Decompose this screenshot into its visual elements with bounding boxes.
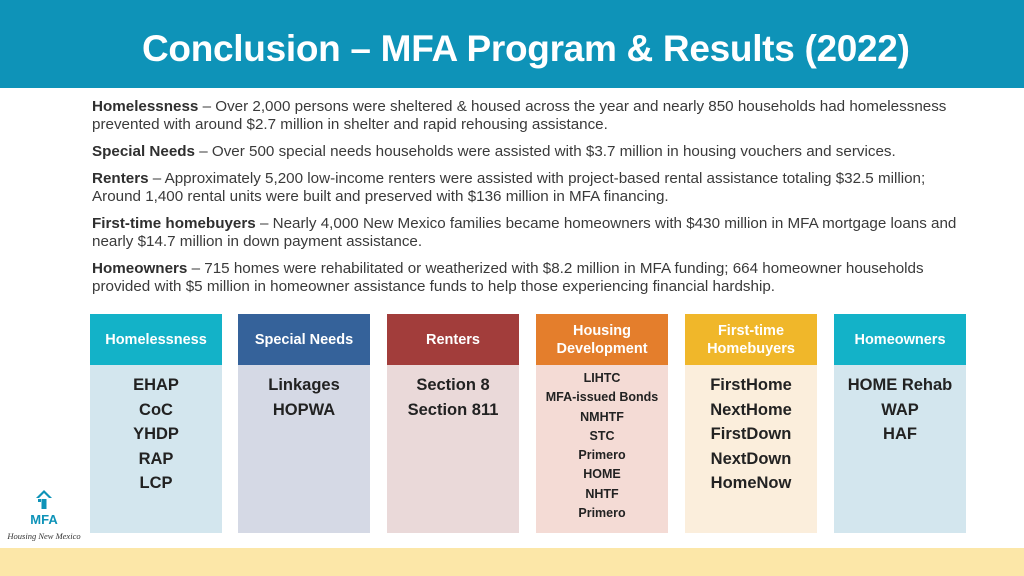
- program-item: MFA-issued Bonds: [545, 390, 659, 405]
- program-item: Section 8: [416, 376, 490, 394]
- program-item: HOPWA: [272, 400, 336, 419]
- program-item: Linkages: [268, 376, 340, 394]
- paragraph-text: – Over 500 special needs households were assisted with $3.7 million in housing vouchers and services.: [195, 143, 896, 160]
- program-item: FirstDown: [710, 425, 792, 443]
- paragraph-text: – Over 2,000 persons were sheltered & housed across the year and nearly 850 households had homelessness prevented with around $2.7 million in shelter and rapid rehousing assistance.: [92, 98, 947, 133]
- column-header: Housing Development: [536, 314, 668, 365]
- program-item: RAP: [138, 449, 174, 468]
- column-body: [685, 365, 817, 533]
- summary-text: [92, 98, 972, 305]
- program-item: YHDP: [133, 425, 179, 443]
- program-column-homeowners: [834, 314, 966, 533]
- paragraph-homelessness: [92, 98, 972, 134]
- term-label: Special Needs: [92, 143, 195, 160]
- program-item: STC: [589, 428, 615, 443]
- program-item: EHAP: [133, 376, 179, 394]
- program-item: Section 811: [407, 400, 499, 419]
- column-body: [238, 365, 370, 533]
- column-body: [90, 365, 222, 533]
- program-column-first-time-homebuyers: [685, 314, 817, 533]
- house-icon: [36, 490, 52, 509]
- logo-name: MFA: [30, 512, 58, 527]
- column-header: First-time Homebuyers: [685, 314, 817, 365]
- logo-tagline: Housing New Mexico: [7, 531, 81, 541]
- program-item: NMHTF: [580, 409, 624, 424]
- term-label: Homelessness: [92, 98, 199, 115]
- program-column-homelessness: [90, 314, 222, 533]
- program-column-housing-development: [536, 314, 668, 533]
- program-item: LIHTC: [583, 371, 621, 385]
- program-item: NextDown: [710, 449, 792, 468]
- paragraph-text: – Nearly 4,000 New Mexico families became homeowners with $430 million in MFA mortgage loans and nearly $14.7 million in down payment assistance.: [92, 215, 957, 250]
- paragraph-renters: [92, 170, 972, 206]
- program-item: FirstHome: [710, 376, 792, 394]
- program-item: CoC: [139, 400, 173, 419]
- program-item: HAF: [883, 425, 917, 443]
- column-header: Homeowners: [834, 314, 966, 365]
- program-item: HOME Rehab: [847, 376, 953, 394]
- program-item: WAP: [881, 400, 919, 419]
- paragraph-homeowners: [92, 260, 972, 296]
- column-body: [387, 365, 519, 533]
- program-column-special-needs: [238, 314, 370, 533]
- program-item: NextHome: [710, 400, 792, 419]
- paragraph-text: – 715 homes were rehabilitated or weatherized with $8.2 million in MFA funding; 664 homeowner households provided with $5 million in homeowner assistance funds to help those experiencing financial hardship.: [92, 260, 924, 295]
- mfa-logo: [6, 484, 84, 546]
- paragraph-text: – Approximately 5,200 low-income renters were assisted with project-based rental assistance totaling $32.5 million; Around 1,400 rental units were built and preserved with $136 million in MFA financing.: [92, 170, 926, 205]
- program-item: Primero: [578, 448, 626, 463]
- column-header: Homelessness: [90, 314, 222, 365]
- footer-band: [0, 548, 1024, 576]
- term-label: Homeowners: [92, 260, 188, 277]
- term-label: Renters: [92, 170, 149, 187]
- program-column-renters: [387, 314, 519, 533]
- paragraph-special-needs: [92, 143, 972, 161]
- program-item: NHTF: [585, 486, 619, 501]
- program-item: HomeNow: [710, 474, 792, 492]
- paragraph-first-time-homebuyers: [92, 215, 972, 251]
- program-item: LCP: [139, 474, 173, 492]
- program-item: HOME: [583, 467, 621, 482]
- column-body: [834, 365, 966, 533]
- column-header: Renters: [387, 314, 519, 365]
- slide-title: Conclusion – MFA Program & Results (2022): [142, 28, 910, 69]
- term-label: First-time homebuyers: [92, 215, 256, 232]
- column-header: Special Needs: [238, 314, 370, 365]
- column-body: [536, 365, 668, 533]
- program-item: Primero: [578, 506, 626, 521]
- title-bar: [0, 0, 1024, 88]
